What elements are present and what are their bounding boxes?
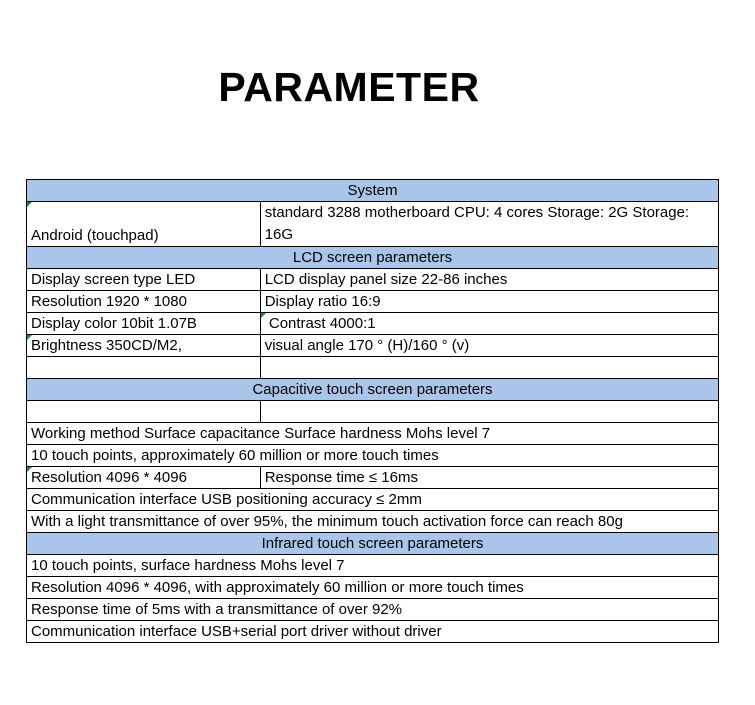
table-row	[27, 291, 719, 313]
table-row	[27, 467, 719, 489]
infrared-interface-cell: Communication interface USB+serial port driver without driver	[27, 621, 719, 643]
lcd-brightness-cell: Brightness 350CD/M2,	[27, 335, 261, 357]
empty-cell	[260, 401, 718, 423]
lcd-visual-angle-cell: visual angle 170 ° (H)/160 ° (v)	[260, 335, 718, 357]
lcd-screen-type-cell: Display screen type LED	[27, 269, 261, 291]
table-row	[27, 599, 719, 621]
lcd-panel-size-cell: LCD display panel size 22-86 inches	[260, 269, 718, 291]
table-row	[27, 621, 719, 643]
lcd-resolution-cell: Resolution 1920 * 1080	[27, 291, 261, 313]
table-row	[27, 357, 719, 379]
table-row	[27, 511, 719, 533]
table-row	[27, 180, 719, 202]
system-hardware-cell: standard 3288 motherboard CPU: 4 cores Storage: 2G Storage: 16G	[260, 202, 718, 247]
capacitive-section-header: Capacitive touch screen parameters	[27, 379, 719, 401]
table-row	[27, 202, 719, 247]
system-os-cell: Android (touchpad)	[27, 202, 261, 247]
capacitive-interface-cell: Communication interface USB positioning accuracy ≤ 2mm	[27, 489, 719, 511]
parameter-table	[26, 179, 719, 643]
table-row	[27, 555, 719, 577]
capacitive-resolution-cell: Resolution 4096 * 4096	[27, 467, 261, 489]
infrared-section-header: Infrared touch screen parameters	[27, 533, 719, 555]
table-row	[27, 401, 719, 423]
table-row	[27, 335, 719, 357]
lcd-section-header: LCD screen parameters	[27, 247, 719, 269]
capacitive-working-method-cell: Working method Surface capacitance Surface hardness Mohs level 7	[27, 423, 719, 445]
capacitive-response-time-cell: Response time ≤ 16ms	[260, 467, 718, 489]
capacitive-transmittance-cell: With a light transmittance of over 95%, the minimum touch activation force can reach 80g	[27, 511, 719, 533]
capacitive-touch-points-cell: 10 touch points, approximately 60 million or more touch times	[27, 445, 719, 467]
infrared-resolution-cell: Resolution 4096 * 4096, with approximately 60 million or more touch times	[27, 577, 719, 599]
table-row	[27, 269, 719, 291]
table-row	[27, 445, 719, 467]
table-row	[27, 423, 719, 445]
infrared-response-time-cell: Response time of 5ms with a transmittance of over 92%	[27, 599, 719, 621]
system-section-header: System	[27, 180, 719, 202]
empty-cell	[260, 357, 718, 379]
table-row	[27, 533, 719, 555]
empty-cell	[27, 357, 261, 379]
table-row	[27, 489, 719, 511]
empty-cell	[27, 401, 261, 423]
table-row	[27, 577, 719, 599]
infrared-touch-points-cell: 10 touch points, surface hardness Mohs level 7	[27, 555, 719, 577]
lcd-color-cell: Display color 10bit 1.07B	[27, 313, 261, 335]
lcd-contrast-cell: Contrast 4000:1	[260, 313, 718, 335]
table-row	[27, 247, 719, 269]
page-title: PARAMETER	[218, 64, 480, 110]
table-row	[27, 313, 719, 335]
table-row	[27, 379, 719, 401]
lcd-ratio-cell: Display ratio 16:9	[260, 291, 718, 313]
